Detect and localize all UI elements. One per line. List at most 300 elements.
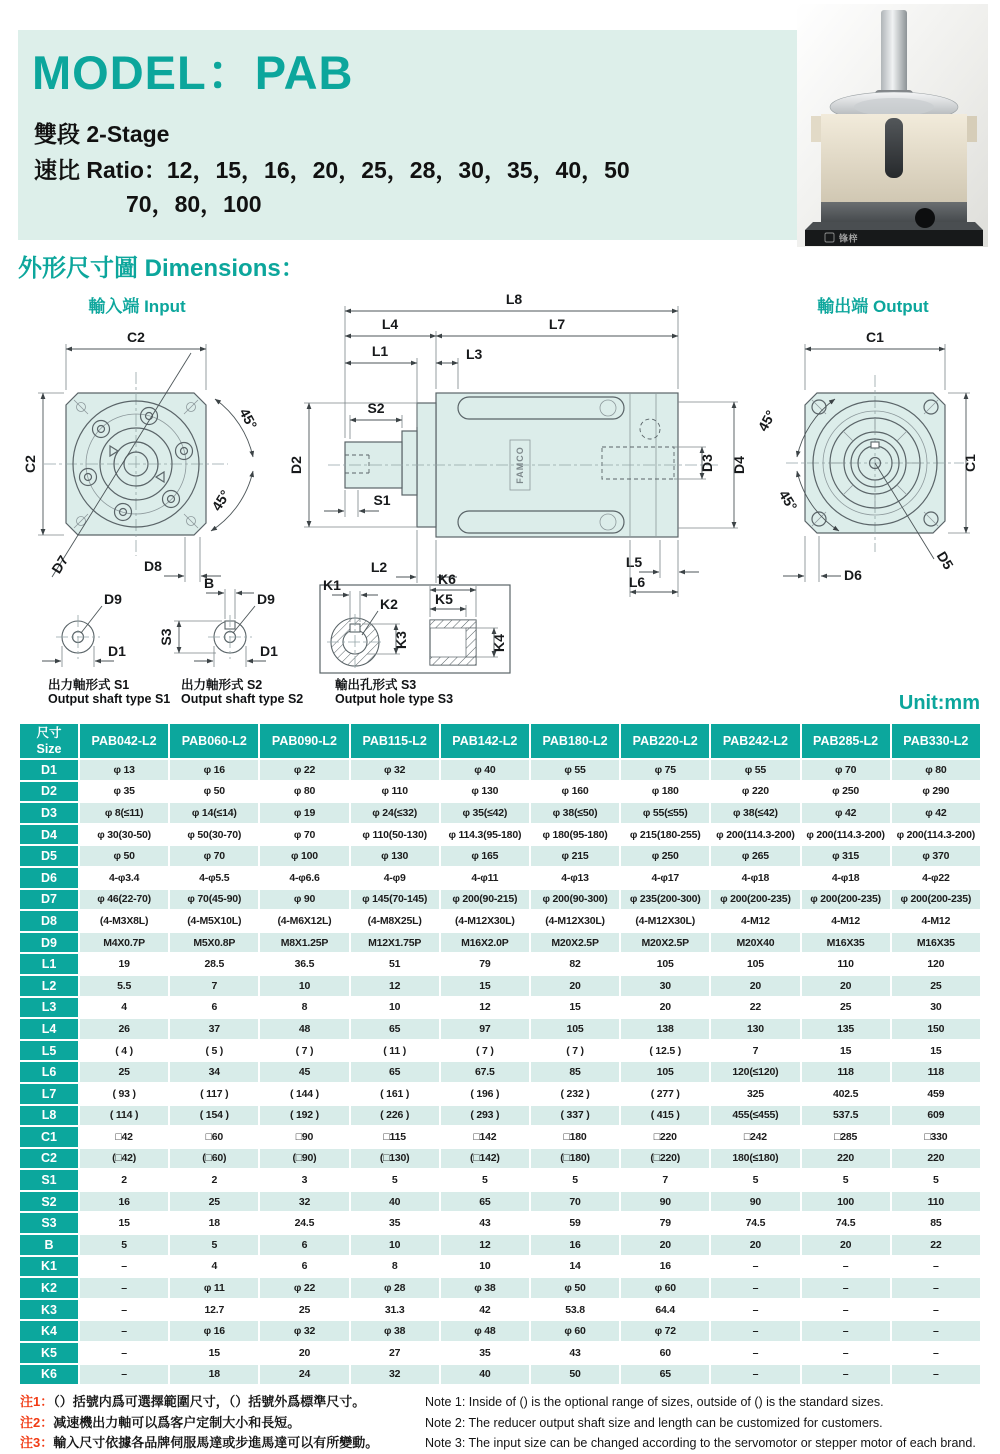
table-cell: φ 200(200-235) — [710, 889, 800, 911]
table-cell: (□90) — [259, 1148, 349, 1170]
stage-line: 雙段 2-Stage — [34, 121, 170, 147]
table-cell: ( 196 ) — [440, 1083, 530, 1105]
table-row-label: L1 — [19, 953, 79, 975]
table-row — [19, 932, 981, 954]
dim-label-b: B — [203, 575, 215, 591]
table-cell: 110 — [801, 953, 891, 975]
table-cell: 4-φ18 — [801, 867, 891, 889]
table-cell: 35 — [440, 1342, 530, 1364]
table-cell: φ 200(114.3-200) — [891, 824, 981, 846]
table-cell: 15 — [79, 1212, 169, 1234]
table-row — [19, 997, 981, 1019]
table-cell: M8X1.25P — [259, 932, 349, 954]
table-row — [19, 1126, 981, 1148]
input-view-drawing — [22, 296, 260, 582]
dim-label-l7: L7 — [548, 316, 566, 332]
dim-label-l2: L2 — [370, 559, 388, 575]
table-cell: □285 — [801, 1126, 891, 1148]
table-cell: 455(≤455) — [710, 1105, 800, 1127]
table-cell: 5 — [169, 1234, 259, 1256]
table-cell: 59 — [530, 1212, 620, 1234]
table-cell: 12 — [350, 975, 440, 997]
table-cell: – — [891, 1277, 981, 1299]
table-cell: (4-M5X10L) — [169, 910, 259, 932]
table-body — [19, 759, 981, 1385]
dim-label-d9-s1: D9 — [104, 591, 122, 607]
dim-label-k6: K6 — [438, 571, 456, 587]
table-cell: φ 250 — [801, 781, 891, 803]
table-cell: 22 — [891, 1234, 981, 1256]
table-cell: 105 — [620, 953, 710, 975]
table-cell: (□60) — [169, 1148, 259, 1170]
table-row-label: S2 — [19, 1191, 79, 1213]
table-cell: – — [79, 1364, 169, 1386]
table-row — [19, 867, 981, 889]
table-cell: φ 35(≤42) — [440, 802, 530, 824]
table-cell: ( 5 ) — [169, 1040, 259, 1062]
table-cell: 6 — [259, 1234, 349, 1256]
table-cell: 50 — [530, 1364, 620, 1386]
table-cell: 7 — [620, 1169, 710, 1191]
table-cell: φ 42 — [891, 802, 981, 824]
table-cell: 6 — [169, 997, 259, 1019]
table-cell: φ 16 — [169, 1320, 259, 1342]
note-cn-3-text: 輸入尺寸依據各品牌伺服馬達或步進馬達可以有所變動。 — [53, 1435, 379, 1450]
table-row — [19, 910, 981, 932]
table-row — [19, 1169, 981, 1191]
drawing-brand-logo: FAMCO — [515, 446, 525, 484]
table-cell: ( 7 ) — [259, 1040, 349, 1062]
table-cell: 14 — [530, 1256, 620, 1278]
dim-label-d1-s1: D1 — [108, 643, 126, 659]
table-cell: ( 415 ) — [620, 1105, 710, 1127]
table-cell: – — [801, 1364, 891, 1386]
table-cell: φ 55(≤55) — [620, 802, 710, 824]
table-cell: 43 — [530, 1342, 620, 1364]
table-row-label: D2 — [19, 781, 79, 803]
table-row — [19, 953, 981, 975]
table-cell: 5 — [440, 1169, 530, 1191]
table-cell: – — [710, 1364, 800, 1386]
table-row-label: L4 — [19, 1018, 79, 1040]
table-cell: □115 — [350, 1126, 440, 1148]
table-row — [19, 1364, 981, 1386]
table-row-label: C2 — [19, 1148, 79, 1170]
table-row — [19, 1320, 981, 1342]
table-cell: φ 72 — [620, 1320, 710, 1342]
dim-label-d5: D5 — [933, 548, 957, 573]
table-cell: φ 200(114.3-200) — [710, 824, 800, 846]
table-cell: 220 — [891, 1148, 981, 1170]
table-cell: 5 — [710, 1169, 800, 1191]
table-cell: φ 32 — [350, 759, 440, 781]
table-cell: 325 — [710, 1083, 800, 1105]
dim-label-d6: D6 — [844, 567, 862, 583]
dim-label-l4: L4 — [381, 316, 399, 332]
table-cell: 180(≤180) — [710, 1148, 800, 1170]
table-row-label: K2 — [19, 1277, 79, 1299]
table-cell: 4-φ17 — [620, 867, 710, 889]
table-cell: □90 — [259, 1126, 349, 1148]
table-row-label: D7 — [19, 889, 79, 911]
table-cell: φ 315 — [801, 845, 891, 867]
output-view-drawing — [755, 296, 978, 583]
table-corner-cn: 尺寸 — [36, 726, 62, 740]
table-cell: – — [801, 1342, 891, 1364]
table-cell: – — [891, 1299, 981, 1321]
table-cell: M16X2.0P — [440, 932, 530, 954]
table-cell: □60 — [169, 1126, 259, 1148]
table-cell: □142 — [440, 1126, 530, 1148]
dim-label-45-input-bottom: 45° — [208, 487, 234, 514]
table-cell: φ 200(200-235) — [801, 889, 891, 911]
dim-label-k2: K2 — [380, 596, 398, 612]
table-cell: φ 38 — [440, 1277, 530, 1299]
table-cell: 138 — [620, 1018, 710, 1040]
table-cell: 7 — [169, 975, 259, 997]
table-cell: φ 370 — [891, 845, 981, 867]
table-cell: 16 — [79, 1191, 169, 1213]
table-row-label: L5 — [19, 1040, 79, 1062]
table-cell: φ 80 — [259, 781, 349, 803]
table-cell: ( 12.5 ) — [620, 1040, 710, 1062]
table-cell: ( 161 ) — [350, 1083, 440, 1105]
table-cell: (4-M3X8L) — [79, 910, 169, 932]
dim-label-45-input-top: 45° — [236, 405, 261, 432]
table-cell: 51 — [350, 953, 440, 975]
table-cell: φ 290 — [891, 781, 981, 803]
table-cell: 20 — [801, 975, 891, 997]
gearbox-photo-illustration — [797, 4, 988, 247]
dimensions-drawing — [18, 290, 982, 725]
table-cell: 48 — [259, 1018, 349, 1040]
table-cell: 2 — [79, 1169, 169, 1191]
table-column-header: PAB285-L2 — [801, 723, 891, 759]
dimensions-section-title: 外形尺寸圖 Dimensions： — [18, 255, 305, 282]
table-cell: 130 — [710, 1018, 800, 1040]
table-cell: φ 200(114.3-200) — [801, 824, 891, 846]
table-cell: M4X0.7P — [79, 932, 169, 954]
table-cell: ( 7 ) — [440, 1040, 530, 1062]
table-row — [19, 1105, 981, 1127]
table-cell: 20 — [620, 1234, 710, 1256]
table-cell: ( 7 ) — [530, 1040, 620, 1062]
table-row — [19, 1018, 981, 1040]
table-cell: φ 42 — [801, 802, 891, 824]
table-cell: 459 — [891, 1083, 981, 1105]
table-cell: φ 35 — [79, 781, 169, 803]
table-row-label: K3 — [19, 1299, 79, 1321]
table-cell: 22 — [710, 997, 800, 1019]
table-row — [19, 1148, 981, 1170]
table-cell: 4-φ9 — [350, 867, 440, 889]
table-cell: 5.5 — [79, 975, 169, 997]
table-cell: φ 110 — [350, 781, 440, 803]
table-cell: 105 — [620, 1061, 710, 1083]
table-cell: φ 220 — [710, 781, 800, 803]
table-cell: 30 — [891, 997, 981, 1019]
table-cell: 609 — [891, 1105, 981, 1127]
note-en-1: Note 1: Inside of () is the optional range of sizes, outside of () is the standard sizes. — [425, 1395, 884, 1409]
table-cell: ( 114 ) — [79, 1105, 169, 1127]
table-cell: 15 — [440, 975, 530, 997]
table-cell: 7 — [710, 1040, 800, 1062]
table-cell: 4-M12 — [710, 910, 800, 932]
table-cell: φ 200(200-235) — [891, 889, 981, 911]
table-cell: φ 60 — [620, 1277, 710, 1299]
note-en-2: Note 2: The reducer output shaft size and length can be customized for customers. — [425, 1415, 883, 1430]
table-cell: – — [79, 1299, 169, 1321]
table-cell: (4-M12X30L) — [440, 910, 530, 932]
table-cell: 4-φ22 — [891, 867, 981, 889]
table-cell: φ 8(≤11) — [79, 802, 169, 824]
table-cell: ( 232 ) — [530, 1083, 620, 1105]
table-cell: φ 22 — [259, 759, 349, 781]
table-cell: 64.4 — [620, 1299, 710, 1321]
table-cell: 20 — [710, 1234, 800, 1256]
table-cell: φ 160 — [530, 781, 620, 803]
table-cell: 4 — [169, 1256, 259, 1278]
table-cell: φ 100 — [259, 845, 349, 867]
dim-label-d8: D8 — [144, 558, 162, 574]
note-cn-3 — [20, 1433, 420, 1454]
table-cell: 85 — [891, 1212, 981, 1234]
table-cell: 20 — [620, 997, 710, 1019]
table-cell: 5 — [801, 1169, 891, 1191]
input-view-title: 輸入端 Input — [88, 297, 186, 316]
table-cell: – — [801, 1320, 891, 1342]
table-row-label: L6 — [19, 1061, 79, 1083]
dim-label-c1-right: C1 — [962, 454, 978, 472]
table-cell: (□220) — [620, 1148, 710, 1170]
table-cell: 25 — [79, 1061, 169, 1083]
table-column-header: PAB180-L2 — [530, 723, 620, 759]
table-cell: φ 75 — [620, 759, 710, 781]
table-cell: 26 — [79, 1018, 169, 1040]
table-cell: 15 — [891, 1040, 981, 1062]
table-row — [19, 1212, 981, 1234]
shaft-type-s1-caption-en: Output shaft type S1 — [48, 692, 171, 706]
table-cell: 25 — [891, 975, 981, 997]
table-cell: 43 — [440, 1212, 530, 1234]
table-cell: ( 192 ) — [259, 1105, 349, 1127]
table-cell: – — [710, 1299, 800, 1321]
output-view-title: 輸出端 Output — [817, 297, 929, 316]
table-row — [19, 824, 981, 846]
table-row — [19, 1061, 981, 1083]
table-cell: φ 215 — [530, 845, 620, 867]
table-column-header: PAB042-L2 — [79, 723, 169, 759]
dim-label-k3: K3 — [393, 631, 409, 649]
table-cell: 79 — [440, 953, 530, 975]
table-row-label: S3 — [19, 1212, 79, 1234]
table-cell: 150 — [891, 1018, 981, 1040]
table-cell: (4-M8X25L) — [350, 910, 440, 932]
table-cell: M5X0.8P — [169, 932, 259, 954]
table-cell: M12X1.75P — [350, 932, 440, 954]
note-cn-1-label: 注1： — [20, 1394, 54, 1409]
table-cell: 4 — [79, 997, 169, 1019]
table-cell: 74.5 — [710, 1212, 800, 1234]
table-cell: 4-φ3.4 — [79, 867, 169, 889]
table-cell: 4-φ11 — [440, 867, 530, 889]
table-row-label: D4 — [19, 824, 79, 846]
table-cell: φ 180(95-180) — [530, 824, 620, 846]
dim-label-s2: S2 — [367, 400, 385, 416]
table-cell: 60 — [620, 1342, 710, 1364]
table-cell: φ 215(180-255) — [620, 824, 710, 846]
table-cell: ( 337 ) — [530, 1105, 620, 1127]
table-cell: φ 50(30-70) — [169, 824, 259, 846]
table-cell: φ 60 — [530, 1320, 620, 1342]
table-cell: φ 235(200-300) — [620, 889, 710, 911]
table-column-header: PAB090-L2 — [259, 723, 349, 759]
table-row-label: L7 — [19, 1083, 79, 1105]
table-cell: φ 48 — [440, 1320, 530, 1342]
table-cell: (4-M6X12L) — [259, 910, 349, 932]
table-cell: 97 — [440, 1018, 530, 1040]
table-cell: 10 — [350, 997, 440, 1019]
table-cell: 4-φ6.6 — [259, 867, 349, 889]
table-cell: 15 — [530, 997, 620, 1019]
table-cell: 25 — [169, 1191, 259, 1213]
table-cell: – — [79, 1256, 169, 1278]
table-cell: 402.5 — [801, 1083, 891, 1105]
table-cell: 2 — [169, 1169, 259, 1191]
table-column-header: PAB242-L2 — [710, 723, 800, 759]
table-row — [19, 975, 981, 997]
table-cell: M20X2.5P — [620, 932, 710, 954]
table-cell: ( 4 ) — [79, 1040, 169, 1062]
table-cell: 8 — [350, 1256, 440, 1278]
table-cell: 37 — [169, 1018, 259, 1040]
shaft-type-s2-caption-cn: 出力軸形式 S2 — [181, 678, 263, 692]
table-cell: 120 — [891, 953, 981, 975]
table-cell: ( 293 ) — [440, 1105, 530, 1127]
table-cell: φ 200(90-215) — [440, 889, 530, 911]
table-cell: – — [710, 1256, 800, 1278]
table-column-header: PAB142-L2 — [440, 723, 530, 759]
table-cell: 118 — [801, 1061, 891, 1083]
table-cell: φ 265 — [710, 845, 800, 867]
table-corner-en: Size — [36, 742, 62, 756]
table-cell: φ 70(45-90) — [169, 889, 259, 911]
table-cell: – — [710, 1342, 800, 1364]
table-cell: 25 — [259, 1299, 349, 1321]
unit-label: Unit:mm — [898, 692, 980, 714]
table-cell: ( 93 ) — [79, 1083, 169, 1105]
table-row — [19, 759, 981, 781]
table-cell: φ 110(50-130) — [350, 824, 440, 846]
table-cell: 6 — [259, 1256, 349, 1278]
note-cn-3-label: 注3： — [20, 1435, 54, 1450]
ratio-line-1: 速比 Ratio：12，15，16，20，25，28，30，35，40，50 — [34, 157, 630, 183]
table-cell: ( 154 ) — [169, 1105, 259, 1127]
table-row — [19, 1234, 981, 1256]
table-cell: (□130) — [350, 1148, 440, 1170]
table-cell: φ 38(≤50) — [530, 802, 620, 824]
table-cell: 12.7 — [169, 1299, 259, 1321]
table-row — [19, 1040, 981, 1062]
table-row-label: L3 — [19, 997, 79, 1019]
table-row — [19, 1342, 981, 1364]
table-cell: 537.5 — [801, 1105, 891, 1127]
table-cell: φ 50 — [79, 845, 169, 867]
dim-label-d4: D4 — [731, 456, 747, 474]
table-cell: 20 — [801, 1234, 891, 1256]
table-cell: φ 16 — [169, 759, 259, 781]
table-cell: 20 — [710, 975, 800, 997]
table-cell: 3 — [259, 1169, 349, 1191]
table-cell: 5 — [530, 1169, 620, 1191]
table-cell: 110 — [891, 1191, 981, 1213]
table-cell: 4-φ18 — [710, 867, 800, 889]
table-cell: – — [801, 1256, 891, 1278]
table-cell: 20 — [530, 975, 620, 997]
table-cell: 5 — [350, 1169, 440, 1191]
table-cell: 45 — [259, 1061, 349, 1083]
dim-label-l6: L6 — [628, 574, 646, 590]
table-cell: 12 — [440, 997, 530, 1019]
table-cell: (□142) — [440, 1148, 530, 1170]
table-cell: 30 — [620, 975, 710, 997]
dim-label-l1: L1 — [371, 343, 389, 359]
table-cell: 4-M12 — [891, 910, 981, 932]
shaft-type-s1-caption-cn: 出力軸形式 S1 — [48, 678, 130, 692]
table-cell: φ 200(90-300) — [530, 889, 620, 911]
product-photo — [797, 4, 988, 247]
table-cell: φ 24(≤32) — [350, 802, 440, 824]
table-row-label: K4 — [19, 1320, 79, 1342]
table-cell: ( 117 ) — [169, 1083, 259, 1105]
shaft-type-s1-drawing — [42, 591, 170, 706]
table-cell: 220 — [801, 1148, 891, 1170]
table-cell: φ 40 — [440, 759, 530, 781]
table-row-label: D1 — [19, 759, 79, 781]
shaft-type-s2-drawing — [158, 575, 303, 706]
table-cell: 40 — [440, 1364, 530, 1386]
hole-type-s3-caption-cn: 輸出孔形式 S3 — [335, 678, 417, 692]
table-cell: □330 — [891, 1126, 981, 1148]
table-cell: φ 32 — [259, 1320, 349, 1342]
dim-label-l5: L5 — [625, 554, 643, 570]
table-row-label: B — [19, 1234, 79, 1256]
photo-brand-logo: 锋梓 — [839, 233, 859, 244]
note-cn-2-label: 注2： — [20, 1414, 54, 1430]
table-cell: φ 180 — [620, 781, 710, 803]
table-row-label: D5 — [19, 845, 79, 867]
dim-label-k4: K4 — [491, 634, 507, 652]
table-cell: 135 — [801, 1018, 891, 1040]
table-cell: 24.5 — [259, 1212, 349, 1234]
input-shaft — [881, 10, 907, 98]
table-cell: φ 55 — [710, 759, 800, 781]
table-cell: 8 — [259, 997, 349, 1019]
dim-label-d1-s2: D1 — [260, 643, 278, 659]
table-cell: 28.5 — [169, 953, 259, 975]
table-cell: – — [801, 1277, 891, 1299]
table-cell: 10 — [259, 975, 349, 997]
table-cell: M16X35 — [801, 932, 891, 954]
table-cell: φ 114.3(95-180) — [440, 824, 530, 846]
dim-label-l3: L3 — [466, 346, 483, 362]
table-cell: φ 14(≤14) — [169, 802, 259, 824]
table-cell: φ 30(30-50) — [79, 824, 169, 846]
table-cell: φ 38(≤42) — [710, 802, 800, 824]
table-cell: 25 — [801, 997, 891, 1019]
table-cell: 79 — [620, 1212, 710, 1234]
table-cell: 24 — [259, 1364, 349, 1386]
